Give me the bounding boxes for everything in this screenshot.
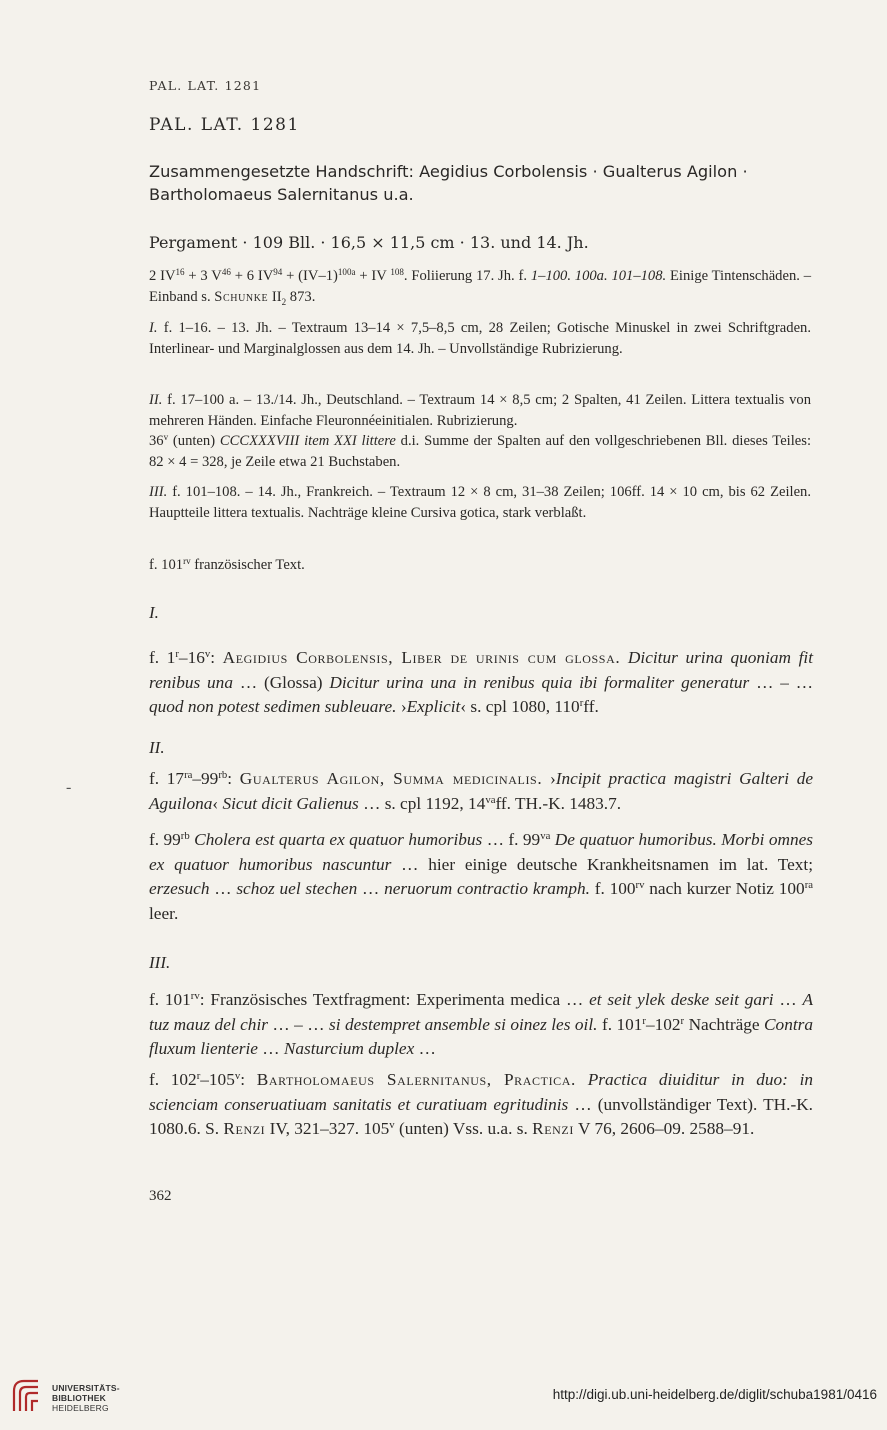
- title-line-2: Bartholomaeus Salernitanus u.a.: [149, 185, 414, 204]
- entry-cholera: f. $99^{rb}$ Cholera est quarta ex quatuor humoribus … f. $99^{va}$ De quatuor humoribus. Morbi omnes ex quatuor humoribus nascuntur … hier einige deutsche Krankheitsnamen im lat. Text; erzesuch … schoz uel stechen … neruorum contractio kramph. f. $100^{rv}$ nach kurzer Notiz $100^{ra}$ leer.: [149, 830, 814, 923]
- source-url-link[interactable]: http://digi.ub.uni-heidelberg.de/diglit/schuba1981/0416: [552, 1387, 877, 1402]
- margin-mark: -: [66, 779, 72, 796]
- collation-paragraph: 2 $IV^{16} + 3$ $V^{46} + 6$ $IV^{94} + (IV-1)^{100a}$ + IV $^{108}$. Foliierung 17. Jh. f. 1–100. 100a. 101–108. Einige Tintenschäden. – Einband s. Schunke $II_2$ 873.: [149, 267, 812, 307]
- french-text-note: f. $101^{rv}$ französischer Text.: [149, 556, 305, 573]
- physical-description: Pergament · 109 Bll. · 16,5 × 11,5 cm · 13. und 14. Jh.: [149, 233, 589, 252]
- part-two-description: II. f. 17–100 a. – 13./14. Jh., Deutschland. – Textraum 14 × 8,5 cm; 2 Spalten, 41 Zeilen. Littera textualis von mehreren Händen. Einfache Fleuronnéeinitialen. Rubrizierung. 36$^v$ (unten) CCCXXXVIII item XXI littere d.i. Summe der Spalten auf den vollgeschriebenen Bll. dieses Teiles: 82 × 4 = 328, je Zeile etwa 21 Buchstaben.: [149, 392, 811, 470]
- running-head: PAL. LAT. 1281: [149, 78, 262, 93]
- library-logo-text: [52, 1383, 120, 1413]
- section-heading-1: I.: [149, 603, 159, 622]
- manuscript-title: [149, 160, 809, 206]
- section-heading-2: II.: [149, 738, 165, 757]
- part-three-description: III. f. 101–108. – 14. Jh., Frankreich. – Textraum 12 × 8 cm, 31–38 Zeilen; 106ff. 14 × 10 cm, bis 62 Zeilen. Hauptteile littera textualis. Nachträge kleine Cursiva gotica, stark verblaßt.: [149, 484, 811, 521]
- page-number: 362: [149, 1188, 172, 1204]
- part-one-description: I. f. 1–16. – 13. Jh. – Textraum 13–14 × 7,5–8,5 cm, 28 Zeilen; Gotische Minuskel in zwei Schriftgraden. Interlinear- und Marginalglossen aus dem 14. Jh. – Unvollständige Rubrizierung.: [149, 320, 811, 357]
- entry-bartholomaeus: f. 102$^r$–105$^v$: Bartholomaeus Salernitanus, Practica. Practica diuiditur in duo: in scienciam conseruatiuam sanitatis et curatiuam egritudinis … (unvollständiger Text). TH.-K. 1080.6. S. Renzi IV, 321–327. 105$^v$ (unten) Vss. u.a. s. Renzi V 76, 2606–09. 2588–91.: [149, 1070, 814, 1139]
- entry-aegidius: f. 1$^r$–16$^v$: Aegidius Corbolensis, Liber de urinis cum glossa. Dicitur urina quoniam fit renibus una … (Glossa) Dicitur urina una in renibus quia ibi formaliter generatur … – … quod non potest sedimen subleuare. ›Explicit‹ s. cpl 1080, 110$^r$ff.: [149, 648, 814, 717]
- entry-french-fragment: f. $101^{rv}$: Französisches Textfragment: Experimenta medica … et seit ylek deske seit gari … A tuz mauz del chir … – … si destempret ansemble si oinez les oil. f. 101$^r$–102$^r$ Nachträge Contra fluxum lienterie … Nasturcium duplex …: [149, 990, 814, 1059]
- logo-line-1: UNIVERSITÄTS-: [52, 1383, 120, 1393]
- entry-gualterus: f. $17^{ra}-99^{rb}$: Gualterus Agilon, Summa medicinalis. ›Incipit practica magistri Galteri de Aguilona‹ Sicut dicit Galienus … s. cpl 1192, $14^{va}ff$. TH.-K. 1483.7.: [149, 769, 814, 813]
- logo-line-3: HEIDELBERG: [52, 1403, 109, 1413]
- title-line-1: Zusammengesetzte Handschrift: Aegidius Corbolensis · Gualterus Agilon ·: [149, 162, 748, 181]
- logo-line-2: BIBLIOTHEK: [52, 1393, 106, 1403]
- section-heading-3: III.: [149, 953, 171, 972]
- shelfmark-heading: PAL. LAT. 1281: [149, 115, 300, 135]
